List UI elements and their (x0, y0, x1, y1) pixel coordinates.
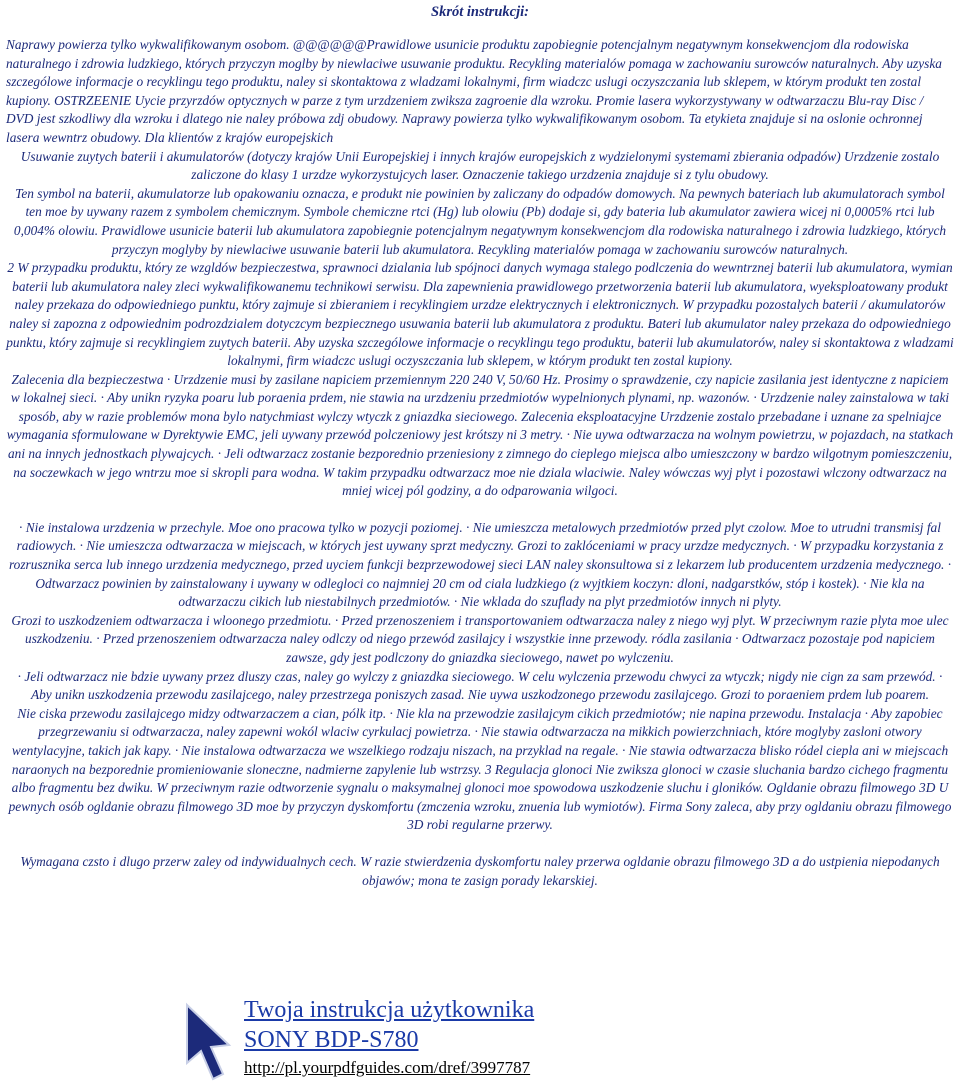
paragraph-7: Grozi to uszkodzeniem odtwarzacza i wloonego przedmiotu. · Przed przenoszeniem i transportowaniem odtwarzacza naley z niego wyj plyt. W przeciwnym razie plyta moe ulec uszkodzeniu. · Przed przenoszeniem odtwarzacza naley odlczy od niego przewód zasilajcy i wszystkie inne przewody. ródla zasilania · Odtwarzacz pozostaje pod napiciem zawsze, gdy jest podlczony do gniazdka sieciowego, nawet po wylczeniu. (11, 612, 949, 665)
spacer (6, 501, 954, 519)
spacer (6, 835, 954, 853)
paragraph-1: Naprawy powierza tylko wykwalifikowanym osobom. @@@@@@Prawidlowe usunicie produktu zapobiegnie potencjalnym negatywnym konsekwencjom dla rodowiska naturalnego i zdrowia ludzkiego, których przyczyn moglby by niewlaciwe usuwanie produktu. Recykling materialów pomaga w zachowaniu surowców naturalnych. Aby uzyska szczególowe informacje o recyklingu tego produktu, naley si skontaktowa z wladzami lokalnymi, firm wiadczc uslugi oczyszczania lub sklepem, w którym produkt ten zostal kupiony. OSTRZEENIE Uycie przyrzdów optycznych w parze z tym urzdzeniem zwiksza zagroenie dla wzroku. Promie lasera wykorzystywany w odtwarzaczu Blu-ray Disc / DVD jest szkodliwy dla wzroku i dlatego nie naley próbowa zdj obudowy. Naprawy powierza tylko wykwalifikowanym osobom. Ta etykieta znajduje si na oslonie ochronnej lasera wewntrz obudowy. Dla klientów z krajów europejskich (6, 37, 942, 145)
paragraph-10: Wymagana czsto i dlugo przerw zaley od indywidualnych cech. W razie stwierdzenia dyskomfortu naley przerwa ogldanie obrazu filmowego 3D a do ustpienia niepodanych objawów; mona te zasign porady lekarskiej. (20, 853, 940, 888)
paragraph-8: · Jeli odtwarzacz nie bdzie uywany przez dluszy czas, naley go wylczy z gniazdka sieciowego. W celu wylczenia przewodu chwyci za wtyczk; nigdy nie cign za sam przewód. · Aby unikn uszkodzenia przewodu zasilajcego, naley przestrzega poniszych zasad. Nie uywa uszkodzonego przewodu zasilajcego. Grozi to poraeniem prdem lub poarem. (17, 668, 943, 703)
paragraph-3: Ten symbol na baterii, akumulatorze lub opakowaniu oznacza, e produkt nie powinien by zaliczany do odpadów domowych. Na pewnych bateriach lub akumulatorach symbol ten moe by uywany razem z symbolem chemicznym. Symbole chemiczne rtci (Hg) lub olowiu (Pb) dodaje si, gdy bateria lub akumulator zawiera wicej ni 0,0005% rtci lub 0,004% olowiu. Prawidlowe usunicie baterii lub akumulatora zapobiegnie potencjalnym negatywnym konsekwencjom dla rodowiska naturalnego i zdrowia ludzkiego, których przyczyn moglyby by niewlaciwe usuwanie baterii lub akumulatora. Recykling materialów pomaga w zachowaniu surowców naturalnych. (13, 185, 947, 257)
manual-url-link[interactable]: http://pl.yourpdfguides.com/dref/3997787 (244, 1058, 531, 1077)
paragraph-9: Nie ciska przewodu zasilajcego midzy odtwarzaczem a cian, pólk itp. · Nie kla na przewodzie zasilajcym cikich przedmiotów; nie napina przewodu. Instalacja · Aby zapobiec przegrzewaniu si odtwarzacza, naley zapewni wokól wlaciw cyrkulacj powietrza. · Nie stawia odtwarzacza na mikkich powierzchniach, które moglyby zasloni otwory wentylacyjne, takich jak kapy. · Nie instalowa odtwarzacza we wszelkiego rodzaju niszach, na przyklad na regale. · Nie stawia odtwarzacza blisko ródel ciepla ani w miejscach naraonych na bezporednie promieniowanie sloneczne, nadmierne zapylenie lub wstrzsy. 3 Regulacja glonoci Nie zwiksza glonoci w czasie sluchania bardzo cichego fragmentu albo fragmentu bez dwiku. W przeciwnym razie odtworzenie sygnalu o maksymalnej glonoci moe spowodowa uszkodzenie sluchu i gloników. Ogldanie obrazu filmowego 3D U pewnych osób ogldanie obrazu filmowego 3D moe by przyczyn dyskomfortu (zmczenia wzroku, znuenia lub wymiotów). Firma Sony zaleca, aby przy ogldaniu obrazu filmowego 3D robi regularne przerwy. (8, 705, 952, 833)
manual-title-link[interactable]: Twoja instrukcja użytkownika (244, 997, 535, 1023)
paragraph-5: Zalecenia dla bezpieczestwa · Urzdzenie musi by zasilane napiciem przemiennym 220 240 V, 50/60 Hz. Prosimy o sprawdzenie, czy napicie zasilania jest identyczne z napiciem w lokalnej sieci. · Aby unikn ryzyka poaru lub poraenia prdem, nie stawia na urzdzeniu przedmiotów wypelnionych plynami, np. wazonów. · Urzdzenie naley zainstalowa w taki sposób, aby w razie problemów mona bylo natychmiast wylczy wtyczk z gniazdka sieciowego. Zalecenia eksploatacyjne Urzdzenie zostalo przebadane i uznane za spelniajce wymagania sformulowane w Dyrektywie EMC, jeli uywany przewód polczeniowy jest krótszy ni 3 metry. · Nie uywa odtwarzacza na wolnym powietrzu, w pojazdach, na statkach ani na innych jednostkach plywajcych. · Jeli odtwarzacz zostanie bezporednio przeniesiony z zimnego do cieplego miejsca albo umieszczony w bardzo wilgotnym pomieszczeniu, na soczewkach w jego wntrzu moe si skropli para wodna. W takim przypadku odtwarzacz moe nie dziala wlaciwie. Naley wówczas wyj plyt i pozostawi wlczony odtwarzacz na mniej wicej pól godziny, a do odparowania wilgoci. (6, 371, 954, 499)
footer-text (244, 995, 534, 1079)
footer-banner (0, 993, 960, 1092)
product-name-link[interactable]: SONY BDP-S780 (244, 1027, 419, 1053)
paragraph-4: 2 W przypadku produktu, który ze wzgldów bezpieczestwa, sprawnoci dzialania lub spójnoci danych wymaga stalego podlczenia do wewntrznej baterii lub akumulatora, wymian baterii lub akumulatora naley zleci wykwalifikowanemu technikowi serwisu. Dla zapewnienia prawidlowego przetworzenia baterii lub akumulatora, wyeksploatowany produkt naley przekaza do odpowiedniego punktu, który zajmuje si zbieraniem i recyklingiem urzdze elektrycznych i elektronicznych. W przypadku pozostalych baterii / akumulatorów naley si zapozna z odpowiednim podrozdzialem dotyczcym bezpiecznego usuwania baterii lub akumulatora z produktu. Bateri lub akumulator naley przekaza do odpowiedniego punktu, który zajmuje si recyklingiem zuytych baterii. Aby uzyska szczególowe informacje o recyklingu tego produktu, baterii lub akumulatorów, naley si skontaktowa z wladzami lokalnymi, firm wiadczc uslugi oczyszczania lub sklepem, w którym produkt ten zostal kupiony. (6, 260, 954, 369)
page-title: Skrót instrukcji: (431, 4, 529, 20)
arrow-logo-icon (181, 1001, 233, 1083)
paragraph-2: Usuwanie zuytych baterii i akumulatorów (dotyczy krajów Unii Europejskiej i innych krajów europejskich z wydzielonymi systemami zbierania odpadów) Urzdzenie zostalo zaliczone do klasy 1 urzdze wykorzystujcych laser. Oznaczenie takiego urzdzenia znajduje si z tylu obudowy. (20, 148, 940, 183)
instruction-body (6, 36, 954, 890)
paragraph-6: · Nie instalowa urzdzenia w przechyle. Moe ono pracowa tylko w pozycji poziomej. · Nie umieszcza metalowych przedmiotów przed plyt czolow. Moe to utrudni transmisj fal radiowych. · Nie umieszcza odtwarzacza w miejscach, w których jest uywany sprzt medyczny. Grozi to zaklóceniami w pracy urzdze medycznych. · W przypadku korzystania z rozrusznika serca lub innego urzdzenia medycznego, przed uyciem funkcji bezprzewodowej sieci LAN naley skonsultowa si z lekarzem lub producentem urzdzenia medycznego. · Odtwarzacz powinien by zainstalowany i uywany w odlegloci co najmniej 20 cm od ciala ludzkiego (z wyjtkiem koczyn: dloni, nadgarstków, stóp i kostek). · Nie kla na odtwarzaczu cikich lub niestabilnych przedmiotów. · Nie wklada do szuflady na plyt przedmiotów innych ni plyty. (8, 519, 952, 610)
